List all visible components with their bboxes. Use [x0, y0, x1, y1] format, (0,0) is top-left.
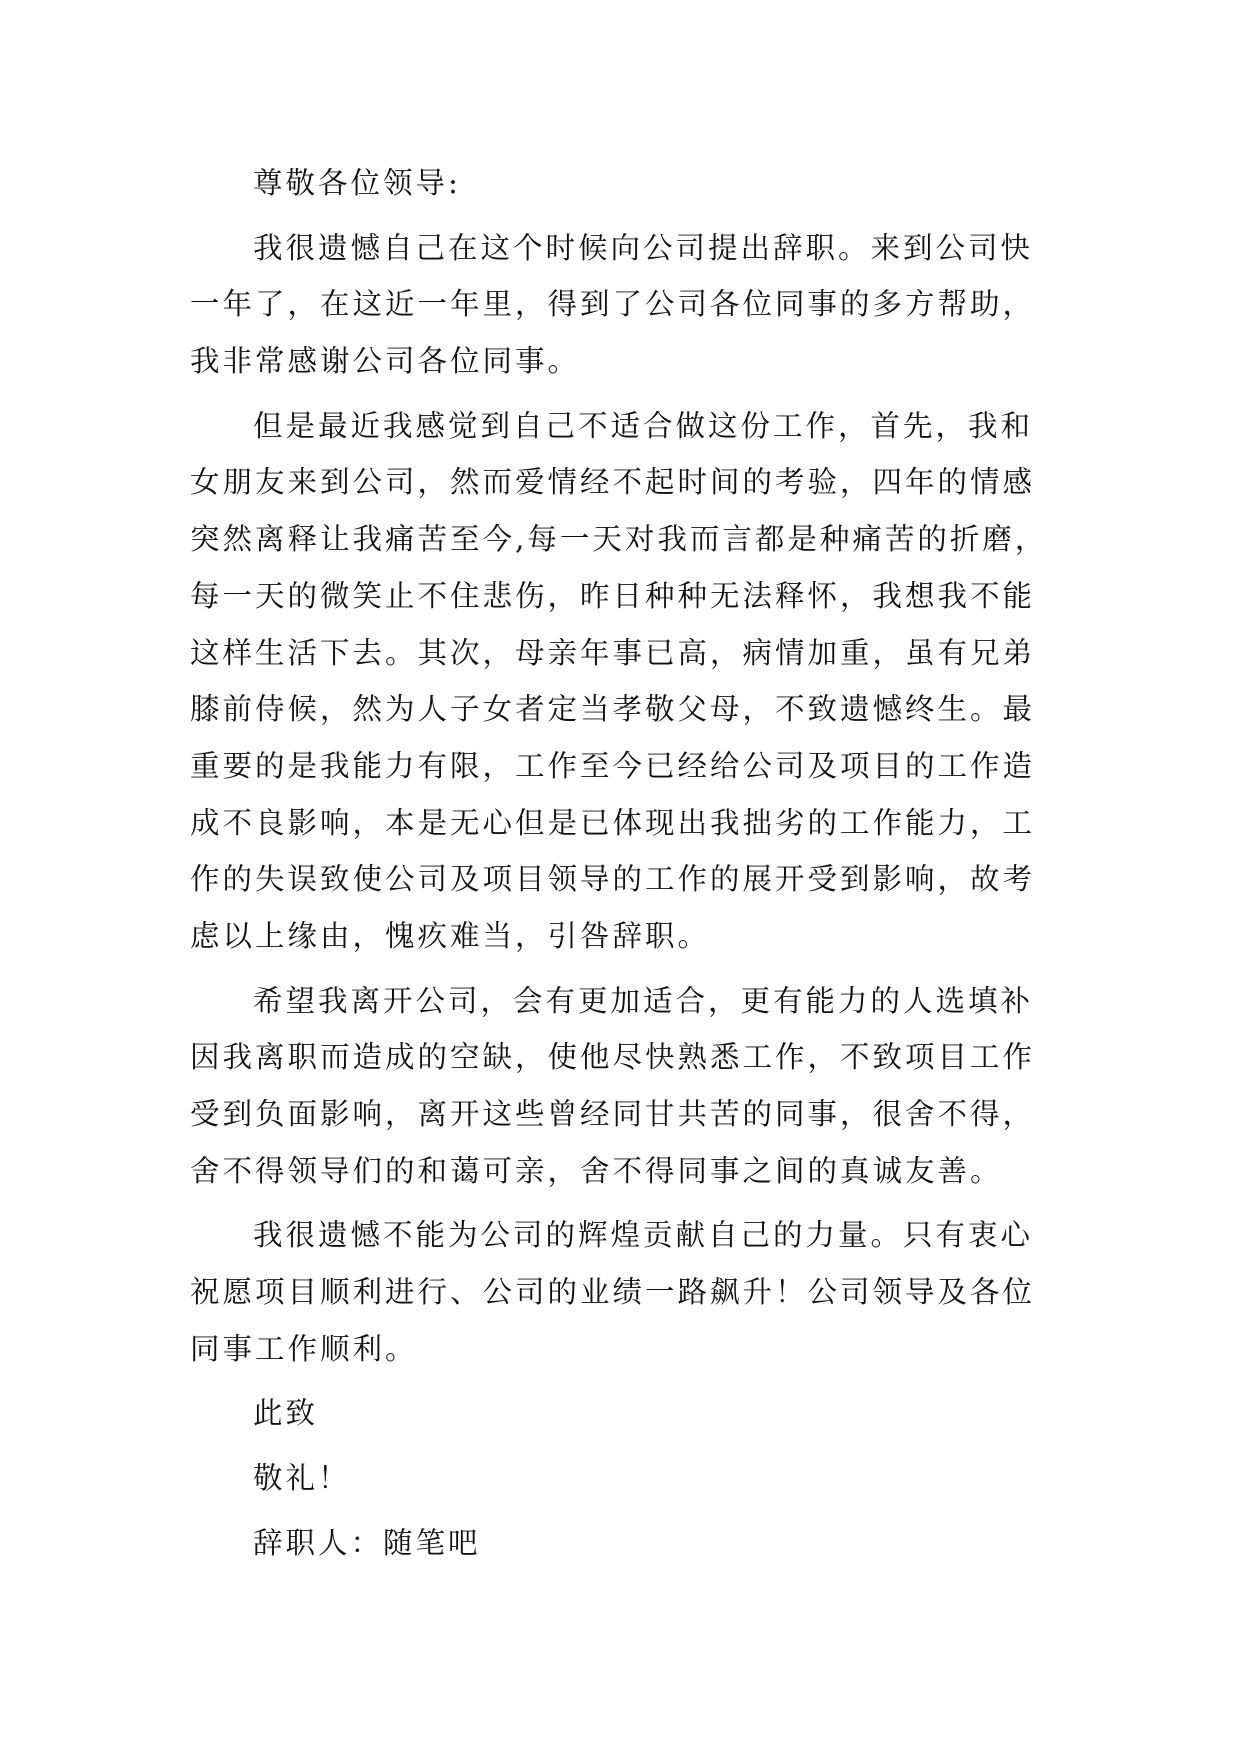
paragraph-1 — [190, 220, 1050, 390]
paragraph-line: 这样生活下去。其次，母亲年事已高，病情加重，虽有兄弟 — [190, 635, 1036, 670]
paragraph-line: 每一天的微笑止不住悲伤，昨日种种无法释怀，我想我不能 — [190, 578, 1036, 613]
paragraph-line: 舍不得领导们的和蔼可亲，舍不得同事之间的真诚友善。 — [190, 1153, 1003, 1188]
paragraph-line: 我很遗憾自己在这个时候向公司提出辞职。来到公司快 — [253, 230, 1034, 265]
closing-line-1: 此致 — [253, 1396, 319, 1431]
paragraph-3 — [190, 973, 1050, 1200]
salutation: 尊敬各位领导: — [253, 166, 461, 200]
paragraph-line: 祝愿项目顺利进行、公司的业绩一路飙升！公司领导及各位 — [190, 1275, 1036, 1310]
paragraph-line: 成不良影响，本是无心但是已体现出我拙劣的工作能力，工 — [190, 805, 1036, 840]
signature: 辞职人：随笔吧 — [253, 1525, 481, 1560]
paragraph-4 — [190, 1207, 1050, 1377]
paragraph-line: 突然离释让我痛苦至今,每一天对我而言都是种痛苦的折磨， — [190, 522, 1048, 557]
paragraph-line: 一年了，在这近一年里，得到了公司各位同事的多方帮助， — [190, 287, 1036, 322]
paragraph-line: 同事工作顺利。 — [190, 1331, 418, 1366]
paragraph-line: 重要的是我能力有限，工作至今已经给公司及项目的工作造 — [190, 748, 1036, 783]
paragraph-2 — [190, 398, 1050, 965]
paragraph-line: 因我离职而造成的空缺，使他尽快熟悉工作，不致项目工作 — [190, 1040, 1036, 1075]
closing-line-2: 敬礼！ — [253, 1461, 351, 1496]
paragraph-line: 希望我离开公司，会有更加适合，更有能力的人选填补 — [253, 983, 1034, 1018]
paragraph-line: 女朋友来到公司，然而爱情经不起时间的考验，四年的情感 — [190, 465, 1036, 500]
paragraph-line: 我很遗憾不能为公司的辉煌贡献自己的力量。只有衷心 — [253, 1218, 1034, 1253]
paragraph-line: 受到负面影响，离开这些曾经同甘共苦的同事，很舍不得， — [190, 1097, 1036, 1131]
resignation-letter — [190, 155, 1050, 1572]
paragraph-line: 我非常感谢公司各位同事。 — [190, 344, 581, 379]
paragraph-line: 但是最近我感觉到自己不适合做这份工作，首先，我和 — [253, 408, 1034, 443]
paragraph-line: 虑以上缘由，愧疚难当，引咎辞职。 — [190, 918, 711, 953]
paragraph-line: 膝前侍候，然为人子女者定当孝敬父母，不致遗憾终生。最 — [190, 692, 1036, 727]
paragraph-line: 作的失误致使公司及项目领导的工作的展开受到影响，故考 — [190, 862, 1036, 897]
